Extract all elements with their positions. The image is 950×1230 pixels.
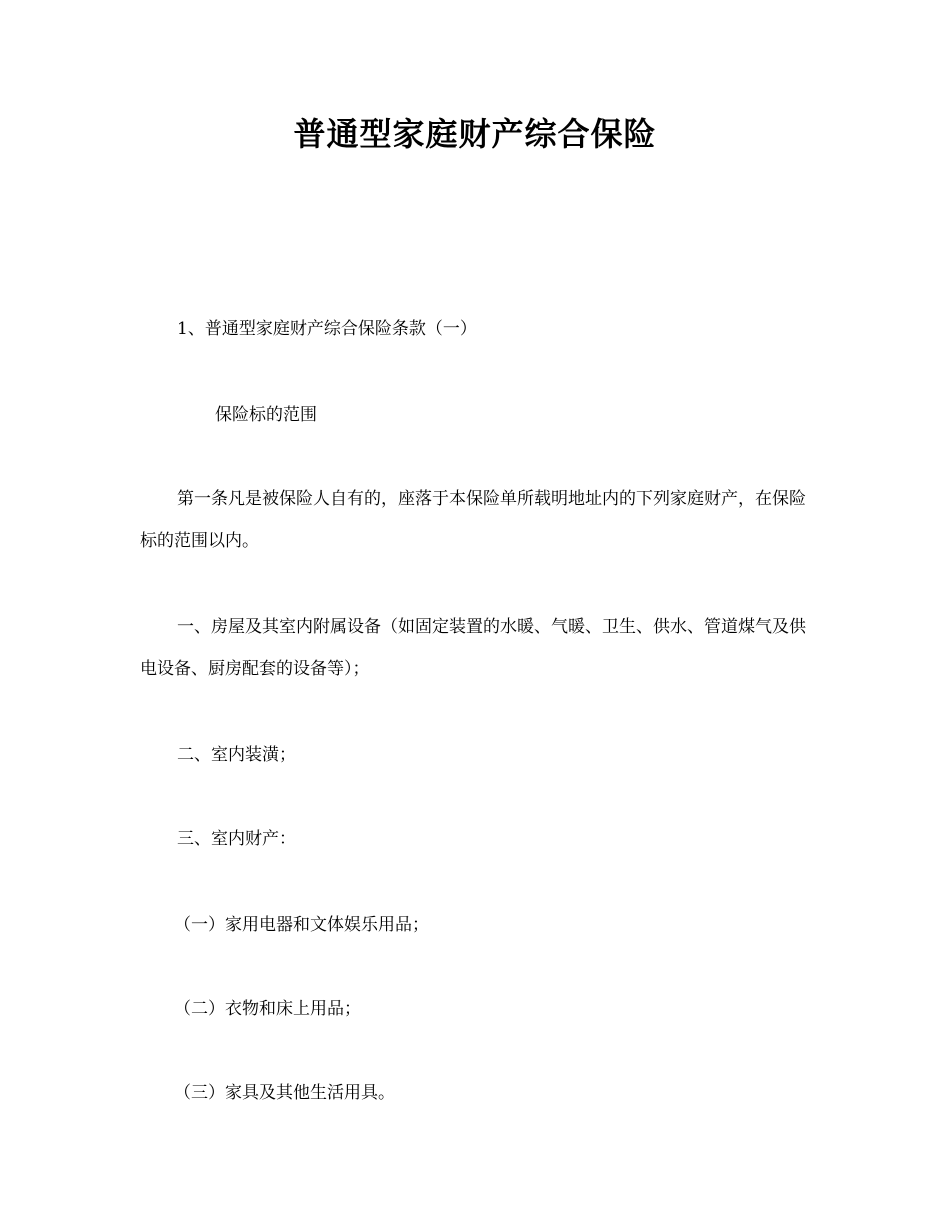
paragraph-sub-item-1: （一）家用电器和文体娱乐用品； [174, 915, 429, 935]
paragraph-item-3-property: 三、室内财产： [177, 829, 296, 849]
subheading-insured-scope: 保险标的范围 [215, 405, 317, 425]
paragraph-item-2-decoration: 二、室内装潢； [177, 745, 296, 765]
section-heading-clause-1: 1、普通型家庭财产综合保险条款（一） [177, 319, 477, 339]
document-title: 普通型家庭财产综合保险 [293, 115, 657, 153]
paragraph-sub-item-3: （三）家具及其他生活用具。 [174, 1083, 395, 1103]
paragraph-article-1: 第一条凡是被保险人自有的，座落于本保险单所载明地址内的下列家庭财产，在保险标的范围以内。 [140, 489, 806, 551]
paragraph-sub-item-2: （二）衣物和床上用品； [174, 999, 361, 1019]
paragraph-item-1-house: 一、房屋及其室内附属设备（如固定装置的水暖、气暖、卫生、供水、管道煤气及供电设备、厨房配套的设备等）； [140, 617, 806, 679]
